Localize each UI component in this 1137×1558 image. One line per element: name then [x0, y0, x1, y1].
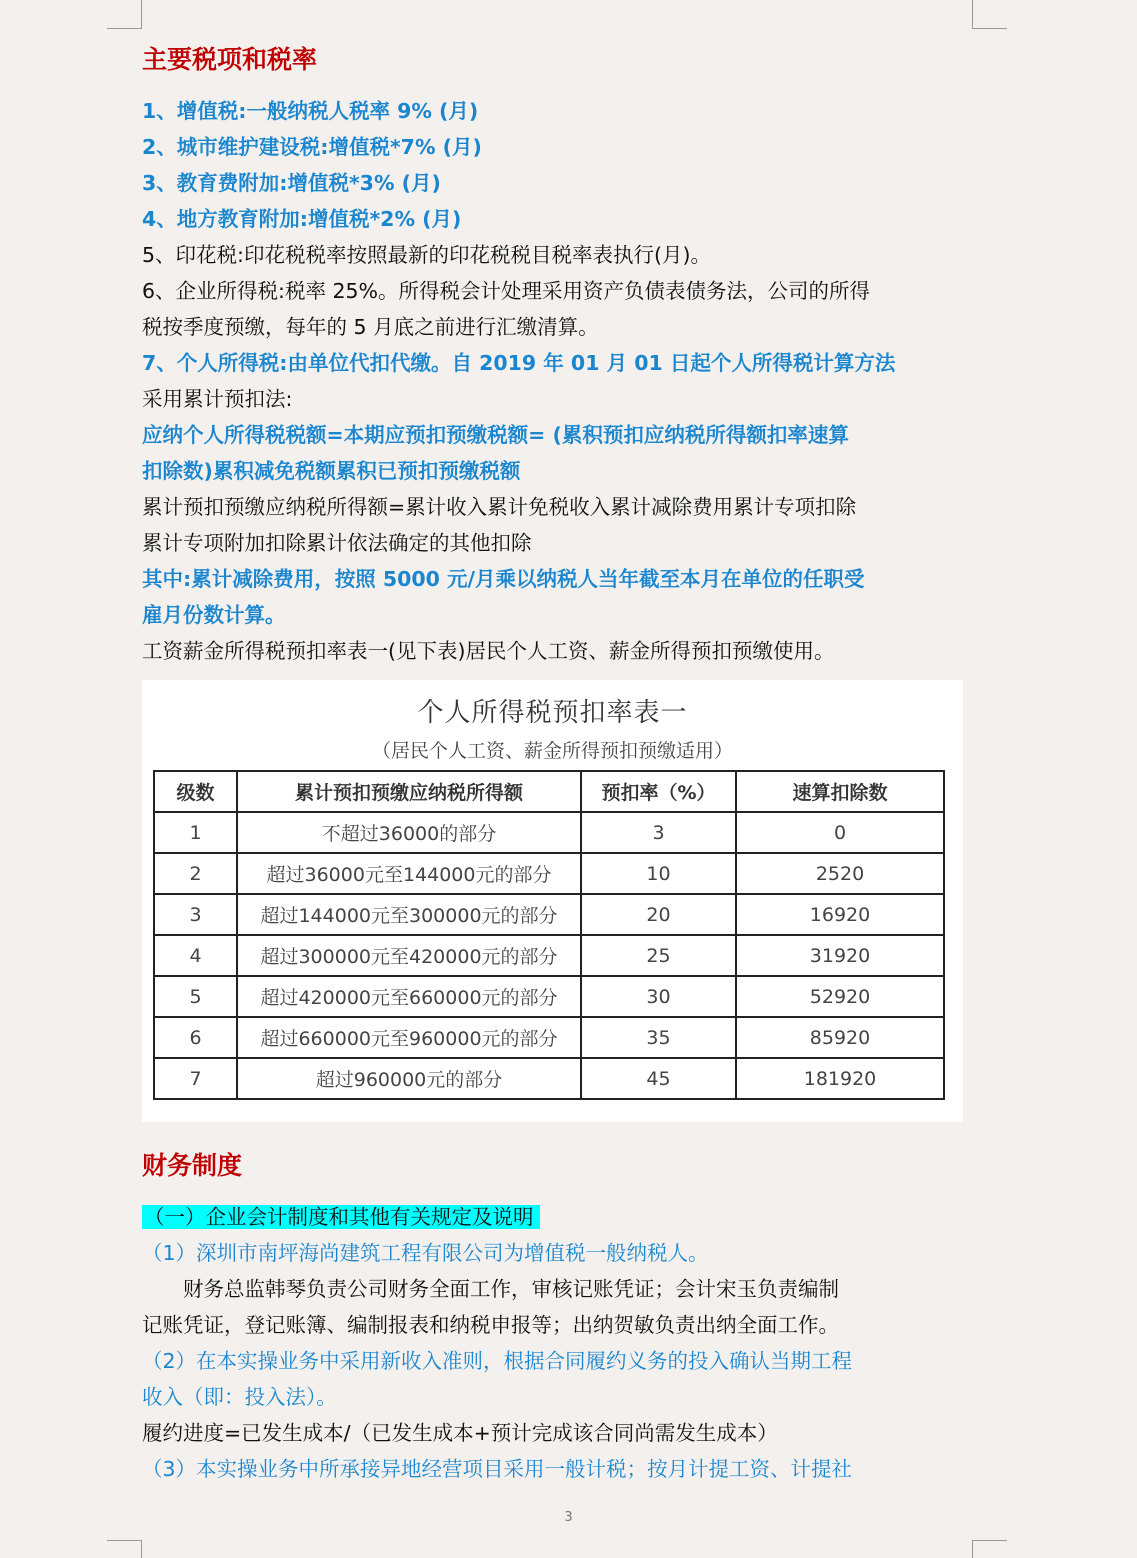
table-cell: 2520 [736, 853, 944, 894]
policy-line: 记账凭证，登记账簿、编制报表和纳税申报等；出纳贺敏负责出纳全面工作。 [142, 1313, 839, 1337]
tax-line: 其中:累计减除费用，按照 5000 元/月乘以纳税人当年截至本月在单位的任职受 [142, 567, 865, 591]
tax-line: 应纳个人所得税税额=本期应预扣预缴税额= (累积预扣应纳税所得额扣率速算 [142, 423, 849, 447]
table-subtitle: （居民个人工资、薪金所得预扣预缴适用） [371, 740, 733, 762]
table-row [154, 812, 944, 853]
corner-mark [972, 28, 1007, 29]
subheading-line [142, 1199, 540, 1235]
header-cell: 速算扣除数 [736, 771, 944, 812]
tax-line: 4、地方教育附加:增值税*2% (月) [142, 207, 462, 231]
table-cell: 超过300000元至420000元的部分 [237, 935, 581, 976]
policy-line: （3）本实操业务中所承接异地经营项目采用一般计税；按月计提工资、计提社 [142, 1457, 853, 1481]
table-cell: 2 [154, 853, 237, 894]
tax-line: 雇月份数计算。 [142, 603, 286, 627]
header-cell: 级数 [154, 771, 237, 812]
table-cell: 35 [581, 1017, 736, 1058]
table-title: 个人所得税预扣率表一 [417, 698, 688, 728]
section-heading: 财务制度 [142, 1151, 243, 1180]
table-row [154, 1017, 944, 1058]
tax-line: 1、增值税:一般纳税人税率 9% (月) [142, 99, 479, 123]
corner-mark [141, 0, 142, 28]
table-cell: 超过960000元的部分 [237, 1058, 581, 1099]
policy-line: 履约进度=已发生成本/（已发生成本+预计完成该合同尚需发生成本） [142, 1421, 778, 1445]
page-number: 3 [564, 1510, 573, 1525]
tax-line: 税按季度预缴，每年的 5 月底之前进行汇缴清算。 [142, 315, 599, 339]
table-cell: 4 [154, 935, 237, 976]
corner-mark [107, 28, 142, 29]
tax-line: 2、城市维护建设税:增值税*7% (月) [142, 135, 482, 159]
table-cell: 1 [154, 812, 237, 853]
table-cell: 3 [154, 894, 237, 935]
table-cell: 超过144000元至300000元的部分 [237, 894, 581, 935]
table-cell: 10 [581, 853, 736, 894]
corner-mark [107, 1540, 142, 1541]
tax-rate-table [153, 770, 945, 1100]
table-cell: 25 [581, 935, 736, 976]
section-heading: 主要税项和税率 [142, 45, 318, 74]
table-cell: 20 [581, 894, 736, 935]
corner-mark [972, 0, 973, 28]
table-cell: 85920 [736, 1017, 944, 1058]
header-cell: 累计预扣预缴应纳税所得额 [237, 771, 581, 812]
table-cell: 181920 [736, 1058, 944, 1099]
corner-mark [972, 1540, 973, 1558]
header-cell: 预扣率（%） [581, 771, 736, 812]
table-row [154, 1058, 944, 1099]
corner-mark [141, 1540, 142, 1558]
table-row [154, 853, 944, 894]
tax-line: 累计专项附加扣除累计依法确定的其他扣除 [142, 531, 532, 555]
table-cell: 超过420000元至660000元的部分 [237, 976, 581, 1017]
table-row [154, 935, 944, 976]
table-cell: 3 [581, 812, 736, 853]
policy-line: 收入（即：投入法）。 [142, 1385, 337, 1409]
table-cell: 52920 [736, 976, 944, 1017]
tax-line: 采用累计预扣法: [142, 387, 293, 411]
tax-line: 扣除数)累积减免税额累积已预扣预缴税额 [142, 459, 521, 483]
table-cell: 超过36000元至144000元的部分 [237, 853, 581, 894]
tax-line: 工资薪金所得税预扣率表一(见下表)居民个人工资、薪金所得预扣预缴使用。 [142, 639, 835, 663]
corner-mark [972, 1540, 1007, 1541]
table-cell: 不超过36000的部分 [237, 812, 581, 853]
table-row [154, 894, 944, 935]
tax-line: 5、印花税:印花税税率按照最新的印花税税目税率表执行(月)。 [142, 243, 711, 267]
tax-line: 6、企业所得税:税率 25%。所得税会计处理采用资产负债表债务法，公司的所得 [142, 279, 871, 303]
policy-line: （2）在本实操业务中采用新收入准则，根据合同履约义务的投入确认当期工程 [142, 1349, 853, 1373]
table-row [154, 976, 944, 1017]
tax-line: 累计预扣预缴应纳税所得额=累计收入累计免税收入累计减除费用累计专项扣除 [142, 495, 857, 519]
tax-rate-table-image [142, 680, 963, 1122]
table-cell: 0 [736, 812, 944, 853]
table-cell: 6 [154, 1017, 237, 1058]
table-cell: 30 [581, 976, 736, 1017]
tax-line: 7、个人所得税:由单位代扣代缴。自 2019 年 01 月 01 日起个人所得税计算方法 [142, 351, 896, 375]
table-cell: 31920 [736, 935, 944, 976]
table-cell: 45 [581, 1058, 736, 1099]
tax-line: 3、教育费附加:增值税*3% (月) [142, 171, 441, 195]
table-cell: 超过660000元至960000元的部分 [237, 1017, 581, 1058]
policy-line: 财务总监韩琴负责公司财务全面工作，审核记账凭证；会计宋玉负责编制 [142, 1277, 839, 1301]
highlighted-subheading: （一）企业会计制度和其他有关规定及说明 [142, 1205, 540, 1229]
table-cell: 16920 [736, 894, 944, 935]
policy-line: （1）深圳市南坪海尚建筑工程有限公司为增值税一般纳税人。 [142, 1241, 709, 1265]
table-cell: 5 [154, 976, 237, 1017]
table-cell: 7 [154, 1058, 237, 1099]
